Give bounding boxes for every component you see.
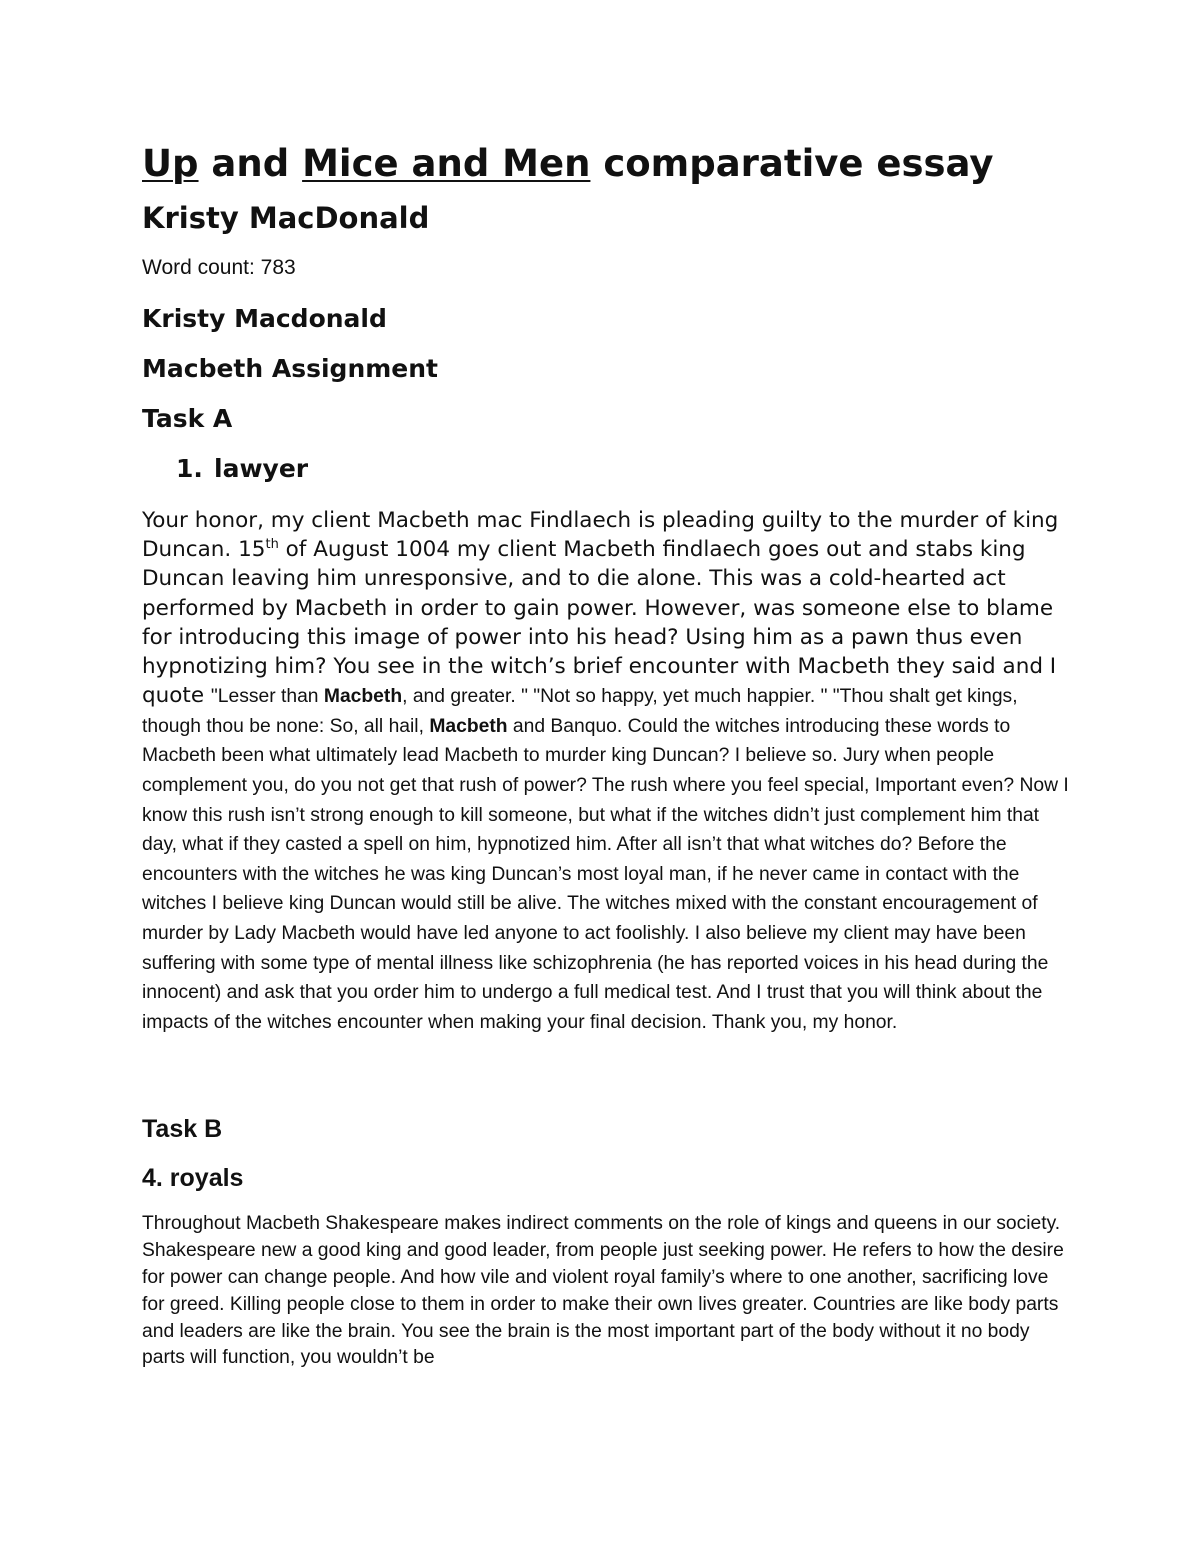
- task-b-heading: Task B: [142, 1115, 223, 1144]
- para-large-text-2: of August 1004 my client Macbeth findlaech goes out and stabs king Duncan leaving him unresponsive, and to die alone. This was a cold-hearted act performed by Macbeth in order to gain power. However, was someone else to blame for introducing this image of power into his head? Using him as a pawn thus even hypnotizing him? You see in the witch’s brief encounter with Macbeth they said and I quote: [142, 537, 1057, 709]
- para-small-text-1: "Lesser than: [210, 686, 324, 708]
- list-number: 1.: [176, 454, 203, 483]
- title-work-mice-and-men: Mice and Men: [302, 142, 591, 185]
- task-a-heading: Task A: [142, 404, 233, 433]
- task-b-paragraph: Throughout Macbeth Shakespeare makes indirect comments on the role of kings and queens in our society. Shakespeare new a good king and good leader, from people just seeking power. He refers to how the desire for power can change people. And how vile and violent royal family’s where to one another, sacrificing love for greed. Killing people close to them in order to make their own lives greater. Countries are like body parts and leaders are like the brain. You see the brain is the most important part of the body without it no body parts will function, you wouldn’t be: [142, 1213, 1064, 1369]
- document-title: [142, 140, 1072, 188]
- author-name-secondary: Kristy Macdonald: [142, 304, 387, 333]
- para-small-text-3: and Banquo. Could the witches introducing these words to Macbeth been what ultimately lead Macbeth to murder king Duncan? I believe so. Jury when people complement you, do you not get that rush of power? The rush where you feel special, Important even? Now I know this rush isn’t strong enough to kill someone, but what if the witches didn’t just complement him that day, what if they casted a spell on him, hypnotized him. After all isn’t that what witches do? Before the encounters with the witches he was king Duncan’s most loyal man, if he never came in contact with the witches I believe king Duncan would still be alive. The witches mixed with the constant encouragement of murder by Lady Macbeth would have led anyone to act foolishly. I also believe my client may have been suffering with some type of mental illness like schizophrenia (he has reported voices in his head during the innocent) and ask that you order him to undergo a full medical test. And I trust that you will think about the impacts of the witches encounter when making your final decision. Thank you, my honor.: [142, 715, 1069, 1033]
- title-work-up: Up: [142, 142, 199, 185]
- bold-macbeth-2: Macbeth: [429, 715, 508, 737]
- bold-macbeth-1: Macbeth: [323, 686, 403, 708]
- author-name: Kristy MacDonald: [142, 201, 430, 235]
- title-connector: and: [198, 142, 303, 185]
- para-small-text-2: , and greater. " "Not so happy, yet much happier. " "Thou shalt get kings, though thou be none: So, all hail,: [142, 686, 1018, 737]
- ordinal-suffix: th: [265, 537, 279, 553]
- title-suffix: comparative essay: [590, 142, 994, 185]
- word-count: Word count: 783: [142, 256, 296, 279]
- task-a-list-item: [176, 452, 1072, 486]
- task-b-subheading: 4. royals: [142, 1164, 244, 1193]
- document-page: [142, 140, 1072, 1372]
- para-large-text-1: Your honor, my client Macbeth mac Findlaech is pleading guilty to the murder of king Duncan. 15: [142, 508, 1059, 563]
- task-a-paragraph: [142, 506, 1072, 1036]
- assignment-title: Macbeth Assignment: [142, 354, 438, 383]
- task-b-section: [142, 1113, 1072, 1372]
- list-label: lawyer: [214, 454, 309, 483]
